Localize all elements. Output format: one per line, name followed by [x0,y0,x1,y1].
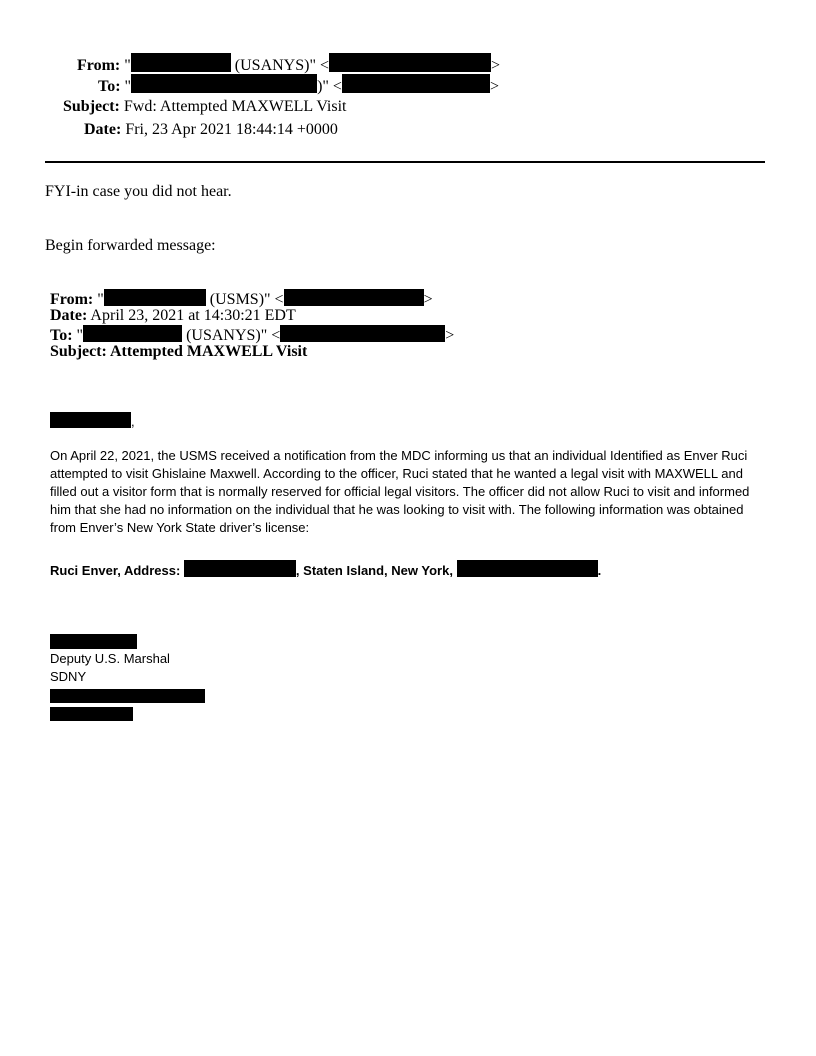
forwarded-to-quote: " [72,327,84,344]
header-from-close: > [491,57,501,74]
forwarded-to-org: (USANYS)" < [182,327,281,344]
redaction-block [284,289,424,306]
header-to-mid: )" < [317,78,342,95]
forwarded-date-row [50,307,296,325]
redaction-block [131,74,317,93]
redaction-block [329,53,491,72]
signature-contact-redaction [50,688,205,706]
redaction-block [184,560,296,577]
signature-office: SDNY [50,669,87,684]
header-from-label: From: [77,57,121,74]
forwarded-to-close: > [445,327,455,344]
redaction-block [104,289,206,306]
header-subject-value: Fwd: Attempted MAXWELL Visit [123,98,347,115]
forwarded-subject-label: Subject: Attempted MAXWELL Visit [50,343,308,360]
forwarded-from-label: From: [50,291,94,308]
header-divider [45,161,765,163]
header-subject-row [63,96,346,117]
address-line [50,560,601,580]
message-paragraph: On April 22, 2021, the USMS received a notification from the MDC informing us that an individual Identified as Enver Ruci attempted to visit Ghislaine Maxwell. According to the officer, Ruci stated that he wanted a legal visit with MAXWELL and filled out a visitor form that is normally reserved for official legal visitors. The officer did not allow Ruci to visit and informed him that she had no information on the individual that he was looking to visit with. The following information was obtained from Enver’s New York State driver’s license: [50,448,750,535]
redaction-block [457,560,598,577]
forwarded-subject-row [50,343,307,361]
header-date-label: Date: [84,121,122,138]
begin-forwarded-line: Begin forwarded message: [45,237,216,254]
header-to-quote: " [124,78,132,95]
forwarded-to-label: To: [50,327,73,344]
redaction-block [50,689,205,703]
redaction-block [83,325,182,342]
redaction-block [50,634,137,649]
address-prefix: Ruci Enver, Address: [50,563,181,578]
redaction-block [50,412,131,428]
greeting-line [50,412,135,431]
header-from-row [77,53,500,76]
forwarded-from-close: > [423,291,433,308]
forwarded-from-row [50,289,433,309]
header-from-quote: " [124,57,131,74]
header-from-org: (USANYS)" < [230,57,330,74]
address-mid: , Staten Island, New York, [295,563,453,578]
forwarded-date-label: Date: [50,307,88,324]
signature-phone-redaction [50,706,133,724]
forwarded-from-quote: " [93,291,104,308]
redaction-block [131,53,231,72]
greeting-suffix: , [131,414,135,429]
header-subject-label: Subject: [63,98,120,115]
header-to-label: To: [98,78,121,95]
header-date-value: Fri, 23 Apr 2021 18:44:14 +0000 [125,121,338,138]
intro-line: FYI-in case you did not hear. [45,183,232,200]
forwarded-from-org: (USMS)" < [205,291,284,308]
forwarded-to-row [50,325,454,345]
header-to-row [98,74,499,97]
signature-title: Deputy U.S. Marshal [50,651,170,666]
redaction-block [280,325,445,342]
redaction-block [50,707,133,721]
header-date-row [84,119,338,140]
redaction-block [342,74,490,93]
forwarded-date-value: April 23, 2021 at 14:30:21 EDT [87,307,296,324]
header-to-close: > [489,78,499,95]
address-end: . [597,563,602,578]
